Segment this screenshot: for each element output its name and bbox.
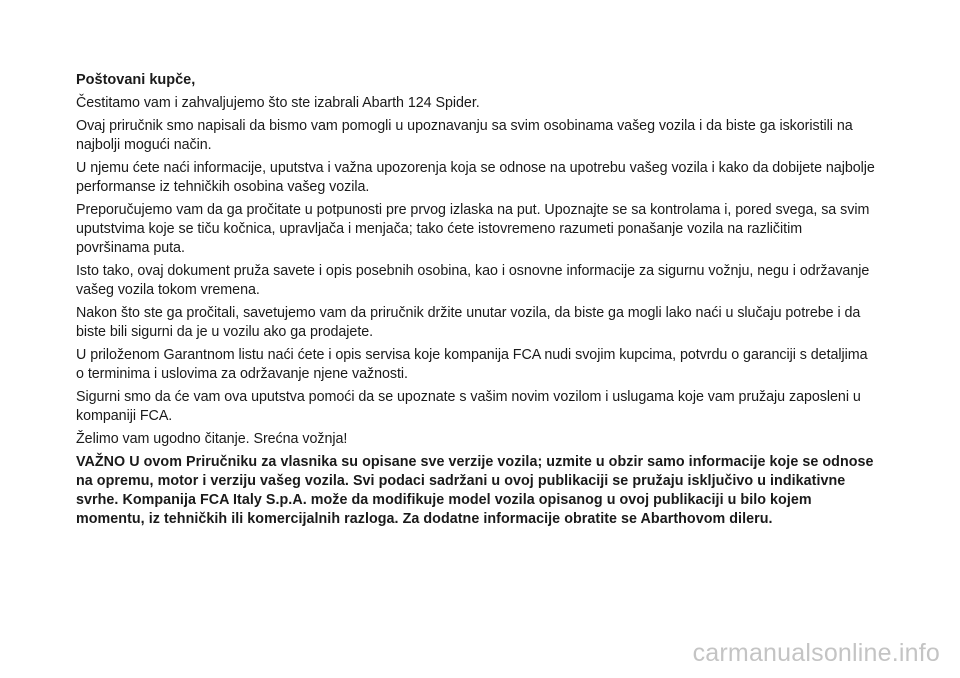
watermark-text: carmanualsonline.info [692,639,940,667]
paragraph-recommendation: Preporučujemo vam da ga pročitate u potpunosti pre prvog izlaska na put. Upoznajte se sa kontrolama i, pored svega, sa svim uputstvima koje se tiču kočnica, upravljača i menjača; tako ćete istovremeno razumeti ponašanje vozila na različitim površinama puta. [76,202,870,256]
paragraph-purpose: Ovaj priručnik smo napisali da bismo vam pomogli u upoznavanju sa svim osobinama vašeg vozila i da biste ga iskoristili na najbolji mogući način. [76,118,853,153]
paragraph-assurance: Sigurni smo da će vam ova uputstva pomoći da se upoznate s vašim novim vozilom i uslugama koje vam pružaju zaposleni u kompaniji FCA. [76,389,861,424]
manual-page [76,70,876,529]
paragraph-advice: Isto tako, ovaj dokument pruža savete i opis posebnih osobina, kao i osnovne informacije za sigurnu vožnju, negu i održavanje vašeg vozila tokom vremena. [76,263,870,298]
paragraph-warranty: U priloženom Garantnom listu naći ćete i opis servisa koje kompanija FCA nudi svojim kupcima, potvrdu o garanciji s detaljima o terminima i uslovima za održavanje njene važnosti. [76,347,868,382]
important-note: VAŽNO U ovom Priručniku za vlasnika su opisane sve verzije vozila; uzmite u obzir samo informacije koje se odnose na opremu, motor i verziju vašeg vozila. Svi podaci sadržani u ovoj publikaciji se pružaju isključivo u indikativne svrhe. Kompanija FCA Italy S.p.A. može da modifikuje model vozila opisanog u ovoj publikaciji u bilo kojem momentu, iz tehničkih ili komercijalnih razloga. Za dodatne informacije obratite se Abarthovom dileru. [76,454,874,527]
paragraph-contents: U njemu ćete naći informacije, uputstva i važna upozorenja koja se odnose na upotrebu vašeg vozila i kako da dobijete najbolje performanse iz tehničkih osobina vašeg vozila. [76,160,875,195]
paragraph-closing: Želimo vam ugodno čitanje. Srećna vožnja! [76,431,348,447]
paragraph-keep-in-vehicle: Nakon što ste ga pročitali, savetujemo vam da priručnik držite unutar vozila, da biste ga mogli lako naći u slučaju potrebe i da biste bili sigurni da je u vozilu ako ga prodajete. [76,305,861,340]
paragraph-congratulations: Čestitamo vam i zahvaljujemo što ste izabrali Abarth 124 Spider. [76,95,480,111]
greeting-heading: Poštovani kupče, [76,72,196,88]
